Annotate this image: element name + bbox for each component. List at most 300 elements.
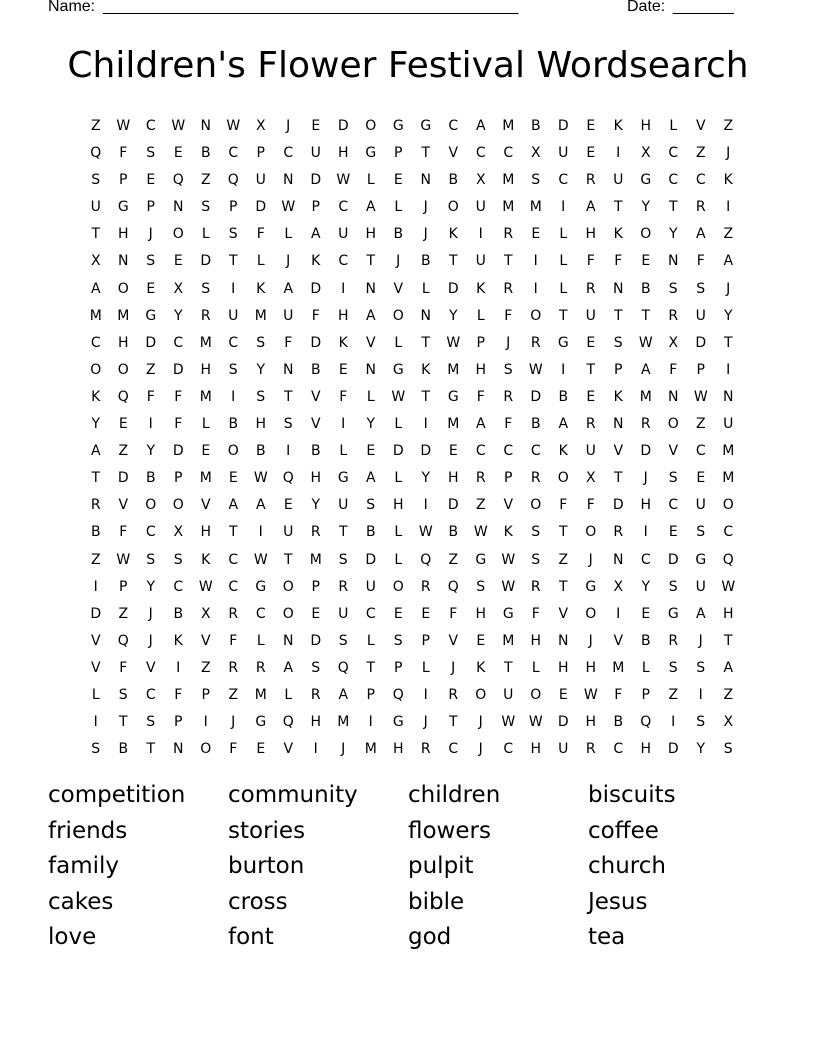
grid-letter[interactable]: X — [173, 280, 184, 297]
grid-letter[interactable]: S — [393, 632, 403, 649]
grid-letter[interactable]: O — [667, 416, 679, 433]
grid-letter[interactable]: T — [723, 632, 733, 649]
grid-letter[interactable]: B — [118, 741, 129, 758]
grid-letter[interactable]: L — [476, 307, 485, 324]
grid-letter[interactable]: W — [281, 199, 296, 216]
grid-letter[interactable]: G — [667, 605, 679, 622]
grid-letter[interactable]: R — [310, 686, 321, 703]
grid-letter[interactable]: U — [365, 578, 376, 595]
grid-letter[interactable]: E — [586, 145, 596, 162]
grid-letter[interactable]: H — [365, 226, 377, 243]
grid-letter[interactable]: V — [503, 497, 514, 514]
grid-letter[interactable]: A — [695, 226, 706, 243]
grid-letter[interactable]: P — [476, 334, 485, 351]
grid-letter[interactable]: H — [310, 714, 322, 731]
grid-letter[interactable]: V — [448, 632, 459, 649]
grid-letter[interactable]: Z — [118, 443, 129, 460]
grid-letter[interactable]: N — [283, 632, 294, 649]
grid-letter[interactable]: B — [90, 524, 101, 541]
grid-letter[interactable]: S — [613, 334, 623, 351]
grid-letter[interactable]: K — [503, 524, 513, 541]
grid-letter[interactable]: N — [118, 253, 129, 270]
grid-letter[interactable]: G — [255, 714, 267, 731]
grid-letter[interactable]: D — [667, 551, 679, 568]
grid-letter[interactable]: G — [117, 199, 129, 216]
grid-letter[interactable]: J — [286, 118, 291, 134]
grid-letter[interactable]: E — [668, 524, 678, 541]
grid-letter[interactable]: E — [696, 470, 706, 487]
grid-letter[interactable]: N — [558, 632, 569, 649]
grid-letter[interactable]: E — [228, 470, 238, 487]
grid-letter[interactable]: C — [173, 578, 184, 595]
grid-letter[interactable]: N — [668, 388, 679, 405]
grid-letter[interactable]: P — [174, 470, 183, 487]
grid-letter[interactable]: O — [117, 280, 129, 297]
grid-letter[interactable]: J — [341, 741, 346, 758]
grid-letter[interactable]: C — [668, 497, 679, 514]
grid-letter[interactable]: C — [145, 118, 156, 134]
grid-letter[interactable]: I — [616, 145, 621, 162]
grid-letter[interactable]: U — [558, 145, 569, 162]
grid-letter[interactable]: H — [530, 632, 542, 649]
grid-letter[interactable]: X — [200, 605, 211, 622]
grid-letter[interactable]: O — [172, 226, 184, 243]
grid-letter[interactable]: E — [311, 118, 321, 134]
grid-letter[interactable]: R — [695, 199, 706, 216]
grid-letter[interactable]: U — [310, 145, 321, 162]
grid-letter[interactable]: D — [310, 280, 322, 297]
grid-letter[interactable]: A — [283, 659, 294, 676]
grid-letter[interactable]: I — [671, 714, 676, 731]
grid-letter[interactable]: Z — [475, 497, 486, 514]
grid-letter[interactable]: R — [585, 280, 596, 297]
grid-letter[interactable]: B — [310, 443, 321, 460]
grid-letter[interactable]: H — [640, 118, 652, 134]
grid-letter[interactable]: U — [695, 497, 706, 514]
grid-letter[interactable]: D — [337, 118, 349, 134]
grid-letter[interactable]: I — [176, 659, 181, 676]
grid-letter[interactable]: A — [695, 605, 706, 622]
grid-letter[interactable]: H — [447, 470, 459, 487]
grid-letter[interactable]: T — [118, 714, 128, 731]
grid-letter[interactable]: S — [146, 253, 156, 270]
grid-letter[interactable]: P — [311, 199, 320, 216]
grid-letter[interactable]: G — [557, 334, 569, 351]
grid-letter[interactable]: L — [421, 659, 430, 676]
grid-letter[interactable]: I — [698, 686, 703, 703]
grid-letter[interactable]: E — [338, 361, 348, 378]
grid-letter[interactable]: T — [421, 145, 431, 162]
grid-letter[interactable]: M — [612, 659, 625, 676]
grid-letter[interactable]: C — [558, 172, 569, 189]
grid-letter[interactable]: M — [309, 551, 322, 568]
grid-letter[interactable]: P — [394, 659, 403, 676]
grid-letter[interactable]: T — [421, 334, 431, 351]
grid-letter[interactable]: F — [146, 388, 155, 405]
grid-letter[interactable]: A — [585, 199, 596, 216]
grid-letter[interactable]: D — [447, 280, 459, 297]
grid-letter[interactable]: I — [423, 416, 428, 433]
grid-letter[interactable]: T — [366, 659, 376, 676]
grid-letter[interactable]: G — [420, 118, 432, 134]
grid-letter[interactable]: B — [365, 524, 376, 541]
grid-letter[interactable]: N — [365, 280, 376, 297]
grid-letter[interactable]: B — [530, 416, 541, 433]
grid-letter[interactable]: D — [145, 334, 157, 351]
grid-letter[interactable]: S — [256, 388, 266, 405]
grid-letter[interactable]: X — [640, 145, 651, 162]
grid-letter[interactable]: S — [696, 280, 706, 297]
grid-letter[interactable]: S — [173, 551, 183, 568]
grid-letter[interactable]: Z — [118, 605, 129, 622]
grid-letter[interactable]: V — [310, 388, 321, 405]
grid-letter[interactable]: B — [640, 632, 651, 649]
grid-letter[interactable]: Q — [722, 551, 734, 568]
grid-letter[interactable]: E — [641, 605, 651, 622]
grid-letter[interactable]: N — [613, 280, 624, 297]
grid-letter[interactable]: S — [283, 416, 293, 433]
grid-letter[interactable]: I — [286, 443, 291, 460]
grid-letter[interactable]: W — [116, 551, 131, 568]
grid-letter[interactable]: N — [200, 118, 211, 134]
grid-letter[interactable]: E — [366, 443, 376, 460]
grid-letter[interactable]: K — [558, 443, 568, 460]
grid-letter[interactable]: R — [420, 741, 431, 758]
grid-letter[interactable]: O — [640, 226, 652, 243]
grid-letter[interactable]: O — [392, 578, 404, 595]
grid-letter[interactable]: X — [255, 118, 266, 134]
grid-letter[interactable]: E — [421, 605, 431, 622]
grid-letter[interactable]: Y — [421, 470, 431, 487]
grid-letter[interactable]: M — [117, 307, 130, 324]
grid-letter[interactable]: Z — [228, 686, 239, 703]
grid-letter[interactable]: I — [231, 280, 236, 297]
grid-letter[interactable]: S — [91, 172, 101, 189]
grid-letter[interactable]: B — [393, 226, 404, 243]
grid-letter[interactable]: U — [695, 578, 706, 595]
grid-letter[interactable]: G — [640, 172, 652, 189]
grid-letter[interactable]: F — [586, 497, 595, 514]
grid-letter[interactable]: R — [310, 524, 321, 541]
grid-letter[interactable]: Z — [90, 551, 101, 568]
grid-letter[interactable]: F — [119, 145, 128, 162]
grid-letter[interactable]: G — [337, 470, 349, 487]
grid-letter[interactable]: B — [173, 605, 184, 622]
grid-letter[interactable]: F — [174, 416, 183, 433]
grid-letter[interactable]: V — [448, 145, 459, 162]
grid-letter[interactable]: K — [421, 361, 431, 378]
grid-letter[interactable]: U — [283, 307, 294, 324]
grid-letter[interactable]: A — [228, 497, 239, 514]
grid-letter[interactable]: N — [723, 388, 734, 405]
grid-letter[interactable]: M — [199, 470, 212, 487]
grid-letter[interactable]: S — [201, 199, 211, 216]
grid-letter[interactable]: R — [448, 686, 459, 703]
grid-letter[interactable]: U — [338, 497, 349, 514]
grid-letter[interactable]: F — [476, 388, 485, 405]
grid-letter[interactable]: I — [726, 361, 731, 378]
grid-letter[interactable]: Q — [282, 470, 294, 487]
grid-letter[interactable]: Q — [337, 659, 349, 676]
grid-letter[interactable]: B — [310, 361, 321, 378]
grid-letter[interactable]: V — [118, 497, 129, 514]
grid-letter[interactable]: Y — [173, 307, 183, 324]
grid-letter[interactable]: C — [640, 551, 651, 568]
grid-letter[interactable]: G — [365, 145, 377, 162]
grid-letter[interactable]: S — [503, 361, 513, 378]
grid-letter[interactable]: K — [173, 632, 183, 649]
grid-letter[interactable]: J — [286, 253, 291, 270]
grid-letter[interactable]: R — [200, 307, 211, 324]
grid-letter[interactable]: V — [90, 659, 101, 676]
grid-letter[interactable]: B — [228, 416, 239, 433]
grid-letter[interactable]: I — [643, 524, 648, 541]
grid-letter[interactable]: J — [588, 551, 593, 568]
grid-letter[interactable]: C — [338, 253, 349, 270]
grid-letter[interactable]: M — [447, 361, 460, 378]
grid-letter[interactable]: W — [336, 172, 351, 189]
grid-letter[interactable]: L — [91, 686, 100, 703]
grid-letter[interactable]: Q — [392, 686, 404, 703]
grid-letter[interactable]: J — [148, 226, 153, 243]
grid-letter[interactable]: Y — [723, 307, 733, 324]
grid-letter[interactable]: K — [613, 118, 623, 134]
grid-letter[interactable]: C — [695, 443, 706, 460]
grid-letter[interactable]: D — [365, 551, 377, 568]
grid-letter[interactable]: M — [199, 388, 212, 405]
grid-letter[interactable]: S — [146, 714, 156, 731]
grid-letter[interactable]: W — [528, 714, 543, 731]
grid-letter[interactable]: U — [503, 686, 514, 703]
grid-letter[interactable]: W — [198, 578, 213, 595]
grid-letter[interactable]: I — [258, 524, 263, 541]
grid-letter[interactable]: M — [529, 199, 542, 216]
grid-letter[interactable]: L — [669, 118, 678, 134]
grid-letter[interactable]: H — [475, 605, 487, 622]
grid-letter[interactable]: S — [118, 686, 128, 703]
grid-letter[interactable]: F — [586, 253, 595, 270]
grid-letter[interactable]: Z — [668, 686, 679, 703]
grid-letter[interactable]: S — [531, 172, 541, 189]
grid-letter[interactable]: H — [255, 416, 267, 433]
grid-letter[interactable]: Y — [146, 578, 156, 595]
grid-letter[interactable]: F — [256, 226, 265, 243]
grid-letter[interactable]: L — [394, 199, 403, 216]
grid-letter[interactable]: C — [448, 118, 459, 134]
grid-letter[interactable]: T — [668, 199, 678, 216]
grid-letter[interactable]: O — [530, 686, 542, 703]
grid-letter[interactable]: N — [173, 741, 184, 758]
grid-letter[interactable]: Z — [200, 172, 211, 189]
grid-letter[interactable]: E — [586, 334, 596, 351]
grid-letter[interactable]: T — [723, 334, 733, 351]
grid-letter[interactable]: S — [366, 497, 376, 514]
grid-letter[interactable]: R — [338, 578, 349, 595]
grid-letter[interactable]: U — [585, 307, 596, 324]
grid-letter[interactable]: V — [145, 659, 156, 676]
grid-letter[interactable]: T — [586, 361, 596, 378]
grid-letter[interactable]: K — [613, 388, 623, 405]
grid-letter[interactable]: Y — [256, 361, 266, 378]
grid-letter[interactable]: I — [533, 280, 538, 297]
grid-letter[interactable]: O — [145, 497, 157, 514]
grid-letter[interactable]: E — [531, 226, 541, 243]
grid-letter[interactable]: T — [146, 741, 156, 758]
grid-letter[interactable]: F — [531, 605, 540, 622]
grid-letter[interactable]: D — [310, 632, 322, 649]
grid-letter[interactable]: S — [668, 280, 678, 297]
grid-letter[interactable]: B — [200, 145, 211, 162]
grid-letter[interactable]: Y — [448, 307, 458, 324]
grid-letter[interactable]: O — [530, 307, 542, 324]
grid-letter[interactable]: F — [614, 686, 623, 703]
grid-letter[interactable]: G — [447, 388, 459, 405]
grid-letter[interactable]: L — [421, 280, 430, 297]
grid-letter[interactable]: M — [364, 741, 377, 758]
grid-letter[interactable]: W — [253, 470, 268, 487]
grid-letter[interactable]: S — [228, 361, 238, 378]
grid-letter[interactable]: E — [586, 118, 596, 134]
grid-letter[interactable]: O — [557, 470, 569, 487]
grid-letter[interactable]: K — [476, 280, 486, 297]
grid-letter[interactable]: E — [146, 280, 156, 297]
grid-letter[interactable]: G — [502, 605, 514, 622]
grid-letter[interactable]: T — [448, 253, 458, 270]
grid-letter[interactable]: F — [504, 307, 513, 324]
grid-letter[interactable]: V — [310, 416, 321, 433]
grid-letter[interactable]: P — [229, 199, 238, 216]
grid-letter[interactable]: V — [283, 741, 294, 758]
grid-letter[interactable]: D — [172, 361, 184, 378]
grid-letter[interactable]: M — [502, 199, 515, 216]
grid-letter[interactable]: E — [201, 443, 211, 460]
grid-letter[interactable]: H — [200, 524, 212, 541]
grid-letter[interactable]: V — [200, 497, 211, 514]
grid-letter[interactable]: L — [394, 470, 403, 487]
grid-letter[interactable]: Z — [695, 416, 706, 433]
grid-letter[interactable]: G — [255, 578, 267, 595]
grid-letter[interactable]: H — [640, 497, 652, 514]
grid-letter[interactable]: D — [530, 388, 542, 405]
grid-letter[interactable]: O — [282, 578, 294, 595]
grid-letter[interactable]: I — [231, 388, 236, 405]
grid-letter[interactable]: T — [91, 226, 101, 243]
grid-letter[interactable]: O — [282, 605, 294, 622]
grid-letter[interactable]: J — [726, 280, 731, 297]
grid-letter[interactable]: T — [228, 524, 238, 541]
grid-letter[interactable]: C — [173, 334, 184, 351]
grid-letter[interactable]: T — [366, 253, 376, 270]
grid-letter[interactable]: K — [338, 334, 348, 351]
date-field[interactable]: _______ — [673, 0, 734, 15]
grid-letter[interactable]: I — [423, 497, 428, 514]
grid-letter[interactable]: V — [613, 443, 624, 460]
grid-letter[interactable]: M — [89, 307, 102, 324]
grid-letter[interactable]: W — [171, 118, 186, 134]
grid-letter[interactable]: V — [668, 443, 679, 460]
grid-letter[interactable]: F — [669, 361, 678, 378]
grid-letter[interactable]: K — [311, 253, 321, 270]
grid-letter[interactable]: D — [172, 443, 184, 460]
grid-letter[interactable]: R — [503, 280, 514, 297]
grid-letter[interactable]: C — [283, 145, 294, 162]
grid-letter[interactable]: Z — [723, 226, 734, 243]
grid-letter[interactable]: W — [473, 524, 488, 541]
grid-letter[interactable]: H — [392, 497, 404, 514]
grid-letter[interactable]: U — [695, 307, 706, 324]
grid-letter[interactable]: G — [145, 307, 157, 324]
grid-letter[interactable]: C — [228, 551, 239, 568]
grid-letter[interactable]: A — [365, 470, 376, 487]
grid-letter[interactable]: D — [420, 443, 432, 460]
grid-letter[interactable]: D — [695, 334, 707, 351]
grid-letter[interactable]: D — [640, 443, 652, 460]
grid-letter[interactable]: C — [613, 741, 624, 758]
grid-letter[interactable]: S — [668, 470, 678, 487]
grid-letter[interactable]: Z — [90, 118, 101, 134]
grid-letter[interactable]: D — [612, 497, 624, 514]
grid-letter[interactable]: F — [559, 497, 568, 514]
grid-letter[interactable]: D — [557, 118, 569, 134]
grid-letter[interactable]: I — [93, 714, 98, 731]
grid-letter[interactable]: O — [585, 605, 597, 622]
grid-letter[interactable]: U — [255, 172, 266, 189]
grid-letter[interactable]: T — [558, 524, 568, 541]
grid-letter[interactable]: L — [559, 280, 568, 297]
grid-letter[interactable]: E — [558, 686, 568, 703]
grid-letter[interactable]: K — [476, 659, 486, 676]
grid-letter[interactable]: N — [420, 307, 431, 324]
grid-letter[interactable]: N — [173, 199, 184, 216]
grid-letter[interactable]: X — [585, 470, 596, 487]
grid-letter[interactable]: C — [228, 578, 239, 595]
grid-letter[interactable]: C — [475, 443, 486, 460]
grid-letter[interactable]: I — [616, 605, 621, 622]
grid-letter[interactable]: Z — [145, 361, 156, 378]
grid-letter[interactable]: Y — [146, 443, 156, 460]
grid-letter[interactable]: I — [478, 226, 483, 243]
grid-letter[interactable]: H — [640, 741, 652, 758]
grid-letter[interactable]: L — [366, 632, 375, 649]
grid-letter[interactable]: H — [530, 741, 542, 758]
grid-letter[interactable]: K — [723, 172, 733, 189]
grid-letter[interactable]: V — [558, 605, 569, 622]
grid-letter[interactable]: E — [311, 605, 321, 622]
grid-letter[interactable]: A — [640, 361, 651, 378]
grid-letter[interactable]: S — [201, 280, 211, 297]
grid-letter[interactable]: C — [145, 686, 156, 703]
grid-letter[interactable]: L — [366, 388, 375, 405]
grid-letter[interactable]: H — [200, 361, 212, 378]
grid-letter[interactable]: H — [117, 226, 129, 243]
grid-letter[interactable]: F — [119, 659, 128, 676]
grid-letter[interactable]: M — [447, 416, 460, 433]
grid-letter[interactable]: K — [256, 280, 266, 297]
grid-letter[interactable]: T — [448, 714, 458, 731]
grid-letter[interactable]: G — [392, 714, 404, 731]
grid-letter[interactable]: T — [613, 307, 623, 324]
grid-letter[interactable]: Z — [448, 551, 459, 568]
grid-letter[interactable]: N — [365, 361, 376, 378]
grid-letter[interactable]: L — [394, 551, 403, 568]
grid-letter[interactable]: Q — [172, 172, 184, 189]
grid-letter[interactable]: D — [557, 714, 569, 731]
grid-letter[interactable]: J — [478, 714, 483, 731]
grid-letter[interactable]: C — [338, 199, 349, 216]
grid-letter[interactable]: O — [530, 497, 542, 514]
grid-letter[interactable]: O — [475, 686, 487, 703]
name-field[interactable]: ________________________________________________ — [103, 0, 519, 15]
